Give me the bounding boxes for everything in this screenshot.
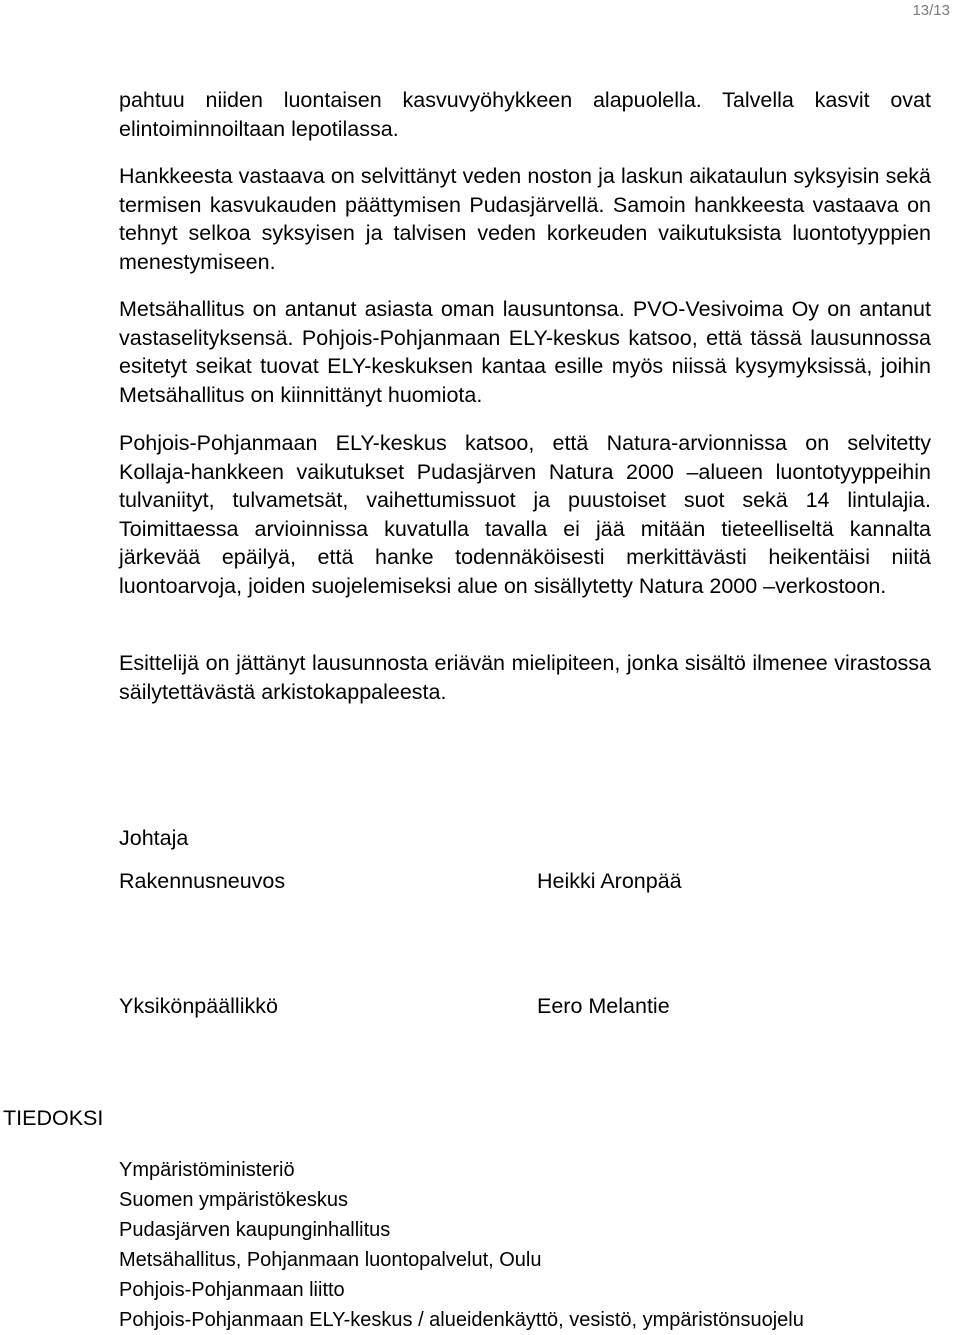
signature-name-1: Heikki Aronpää bbox=[537, 869, 682, 893]
signature-name-2: Eero Melantie bbox=[537, 994, 670, 1018]
recipient-item: Suomen ympäristökeskus bbox=[119, 1189, 348, 1211]
recipient-item: Pohjois-Pohjanmaan ELY-keskus / alueidenkäyttö, vesistö, ympäristönsuojelu bbox=[119, 1309, 804, 1331]
paragraph-4 bbox=[119, 429, 931, 600]
recipient-item: Pohjois-Pohjanmaan liitto bbox=[119, 1279, 345, 1301]
page-number: 13/13 bbox=[912, 2, 950, 19]
paragraph-2 bbox=[119, 162, 931, 276]
recipient-item: Pudasjärven kaupunginhallitus bbox=[119, 1219, 391, 1241]
signature-role-2: Yksikönpäällikkö bbox=[119, 994, 278, 1018]
paragraph-1 bbox=[119, 86, 931, 143]
signature-title: Johtaja bbox=[119, 826, 189, 850]
paragraph-text: pahtuu niiden luontaisen kasvuvyöhykkeen alapuolella. Talvella kasvit ovat elintoiminnoiltaan lepotilassa. bbox=[119, 88, 931, 141]
paragraph-5 bbox=[119, 649, 931, 706]
signature-role-1: Rakennusneuvos bbox=[119, 869, 286, 893]
paragraph-text: Esittelijä on jättänyt lausunnosta eriävän mielipiteen, jonka sisältö ilmenee virastossa säilytettävästä arkistokappaleesta. bbox=[119, 651, 931, 704]
recipient-item: Ympäristöministeriö bbox=[119, 1159, 295, 1181]
tiedoksi-heading: TIEDOKSI bbox=[3, 1106, 104, 1130]
paragraph-text: Hankkeesta vastaava on selvittänyt veden noston ja laskun aikataulun syksyisin sekä termisen kasvukauden päättymisen Pudasjärvellä. Samoin hankkeesta vastaava on tehnyt selkoa syksyisen ja talvisen veden korkeuden vaikutuksista luontotyyppien menestymiseen. bbox=[119, 164, 931, 274]
paragraph-3 bbox=[119, 295, 931, 409]
paragraph-text: Pohjois-Pohjanmaan ELY-keskus katsoo, että Natura-arvionnissa on selvitetty Kollaja-hankkeen vaikutukset Pudasjärven Natura 2000 –alueen luontotyyppeihin tulvaniityt, tulvametsät, vaihettumissuot ja puustoiset suot sekä 14 lintulajia. Toimittaessa arvioinnissa kuvatulla tavalla ei jää mitään tieteelliseltä kannalta järkevää epäilyä, että hanke todennäköisesti merkittävästi heikentäisi niitä luontoarvoja, joiden suojelemiseksi alue on sisällytetty Natura 2000 –verkostoon. bbox=[119, 431, 931, 598]
paragraph-text: Metsähallitus on antanut asiasta oman lausuntonsa. PVO-Vesivoima Oy on antanut vastaselityksensä. Pohjois-Pohjanmaan ELY-keskus katsoo, että tässä lausunnossa esitetyt seikat tuovat ELY-keskuksen kantaa esille myös niissä kysymyksissä, joihin Metsähallitus on kiinnittänyt huomiota. bbox=[119, 297, 931, 407]
recipient-item: Metsähallitus, Pohjanmaan luontopalvelut, Oulu bbox=[119, 1249, 542, 1271]
recipient-list bbox=[119, 1155, 804, 1335]
